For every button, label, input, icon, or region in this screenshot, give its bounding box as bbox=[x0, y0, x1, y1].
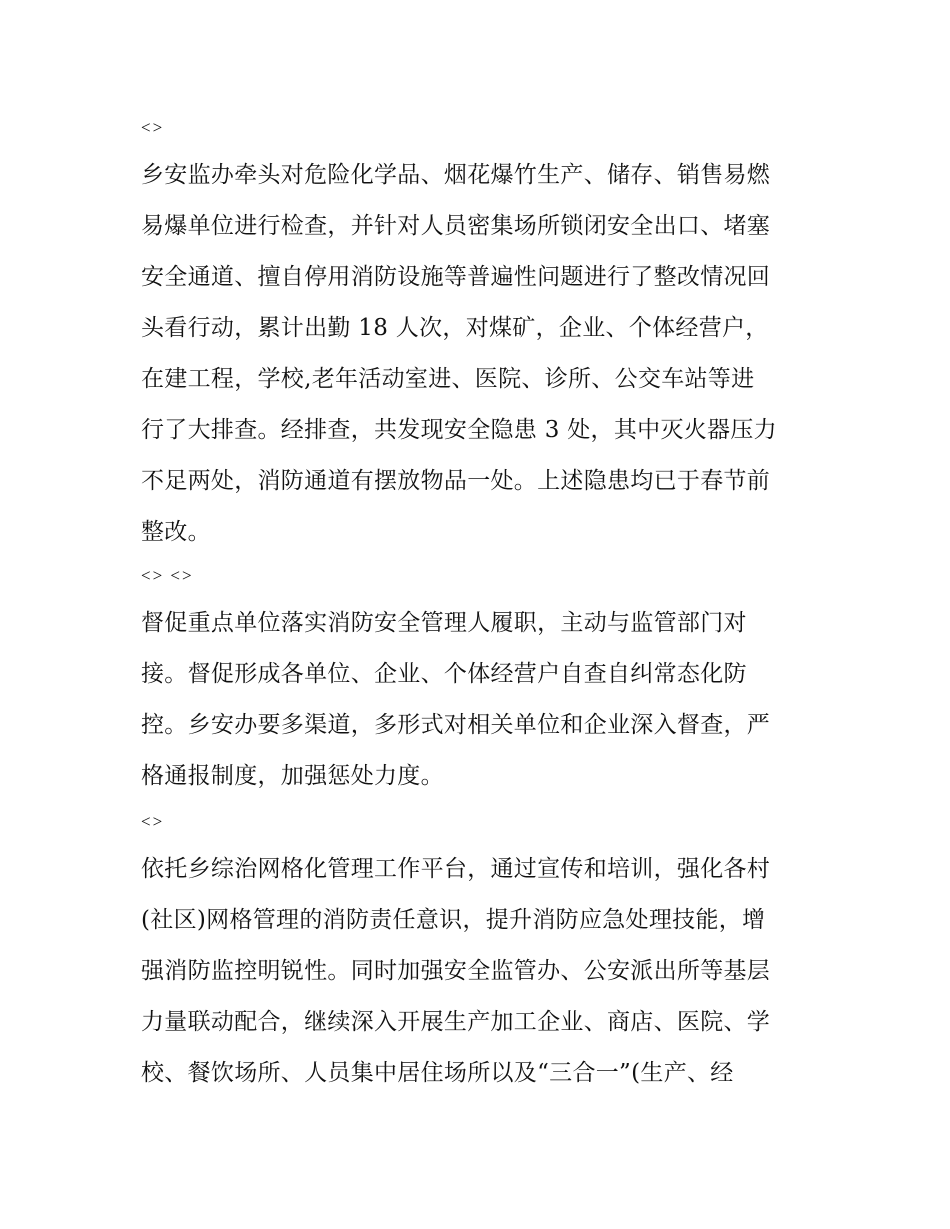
paragraph-3 bbox=[141, 844, 770, 1099]
paragraph-line: 督促重点单位落实消防安全管理人履职，主动与监管部门对 bbox=[141, 610, 747, 636]
paragraph-line: 依托乡综治网格化管理工作平台，通过宣传和培训，强化各村 bbox=[141, 856, 771, 882]
paragraph-line: 校、餐饮场所、人员集中居住场所以及“三合一”(生产、经 bbox=[141, 1060, 734, 1086]
paragraph-line: 在建工程，学校,老年活动室进、医院、诊所、公交车站等进 bbox=[141, 366, 755, 392]
paragraph-1 bbox=[141, 150, 777, 558]
section-marker-3: <> bbox=[141, 812, 165, 831]
paragraph-2 bbox=[141, 598, 770, 802]
paragraph-line: 安全通道、擅自停用消防设施等普遍性问题进行了整改情况回 bbox=[141, 264, 771, 290]
paragraph-line: 行了大排查。经排查，共发现安全隐患 3 处，其中灭火器压力 bbox=[141, 417, 777, 443]
paragraph-line: 格通报制度，加强惩处力度。 bbox=[141, 763, 444, 789]
paragraph-line: 强消防监控明锐性。同时加强安全监管办、公安派出所等基层 bbox=[141, 958, 771, 984]
paragraph-line: 接。督促形成各单位、企业、个体经营户自查自纠常态化防 bbox=[141, 661, 747, 687]
paragraph-line: 头看行动，累计出勤 18 人次，对煤矿，企业、个体经营户， bbox=[141, 315, 769, 341]
section-marker-2: <> <> bbox=[141, 566, 194, 585]
paragraph-line: 整改。 bbox=[141, 519, 211, 545]
section-marker-1: <> bbox=[141, 118, 165, 137]
paragraph-line: 乡安监办牵头对危险化学品、烟花爆竹生产、储存、销售易燃 bbox=[141, 162, 771, 188]
paragraph-line: 力量联动配合，继续深入开展生产加工企业、商店、医院、学 bbox=[141, 1009, 771, 1035]
paragraph-line: 控。乡安办要多渠道，多形式对相关单位和企业深入督查，严 bbox=[141, 712, 771, 738]
paragraph-line: 不足两处，消防通道有摆放物品一处。上述隐患均已于春节前 bbox=[141, 468, 771, 494]
paragraph-line: (社区)网格管理的消防责任意识，提升消防应急处理技能，增 bbox=[141, 907, 766, 933]
paragraph-line: 易爆单位进行检查，并针对人员密集场所锁闭安全出口、堵塞 bbox=[141, 213, 771, 239]
